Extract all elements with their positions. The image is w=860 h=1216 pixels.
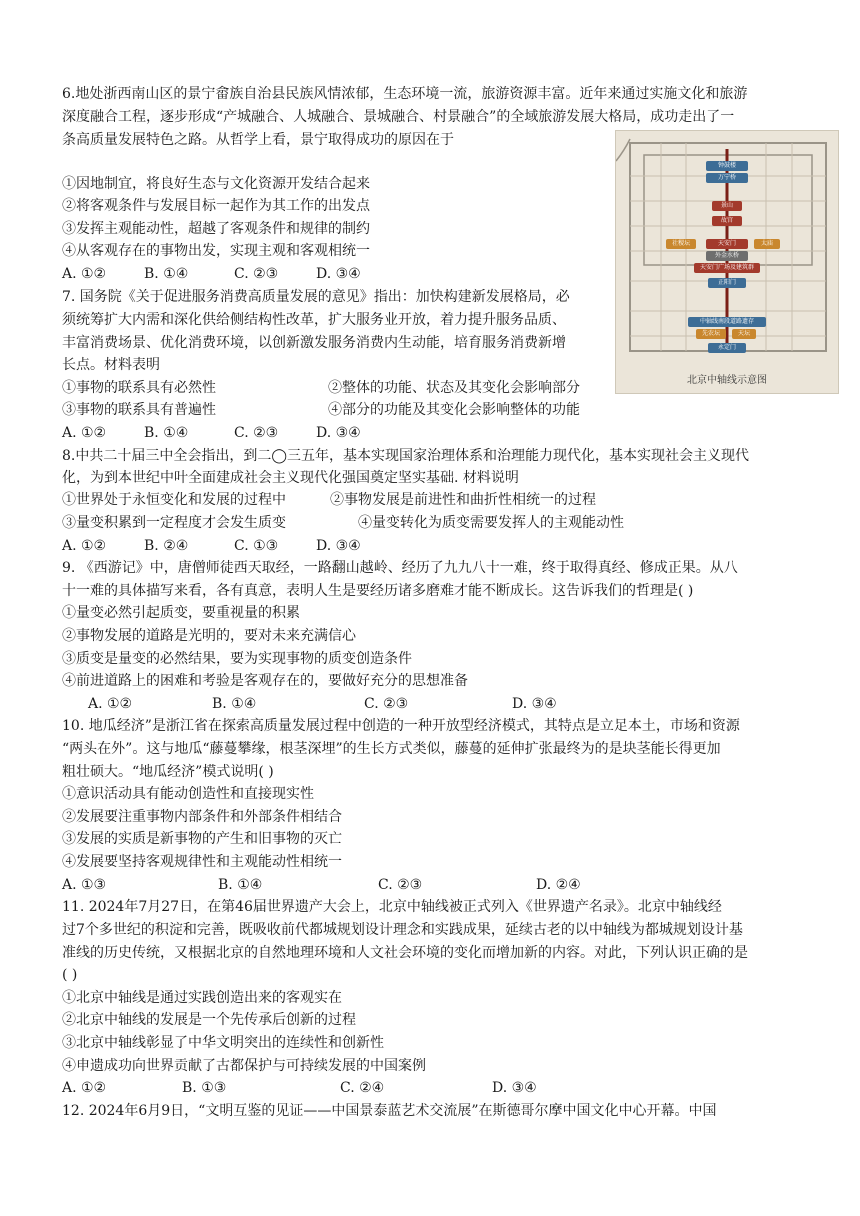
q6-stem-line: 条高质量发展特色之路。从哲学上看，景宁取得成功的原因在于 (62, 132, 454, 148)
q9-item: ④前进道路上的困难和考验是客观存在的，要做好充分的思想准备 (62, 673, 468, 689)
q9-stem-line: 十一难的具体描写来看，各有真意，表明人生是要经历诸多磨难才能不断成长。这告诉我们的哲理是( ) (62, 583, 694, 599)
option-a: A. ①② (62, 538, 107, 554)
option-a: A. ①② (62, 1080, 107, 1096)
option-c: C. ①③ (234, 538, 279, 554)
option-b: B. ①④ (212, 696, 257, 712)
option-c: C. ②③ (378, 877, 423, 893)
q7-item: ③事物的联系具有普遍性 (62, 402, 216, 418)
option-a: A. ①② (62, 266, 107, 282)
q6-item: ④从客观存在的事物出发，实现主观和客观相统一 (62, 243, 370, 259)
q10-item: ④发展要坚持客观规律性和主观能动性相统一 (62, 854, 342, 870)
q7-item: ④部分的功能及其变化会影响整体的功能 (328, 402, 580, 418)
option-d: D. ③④ (512, 696, 557, 712)
option-d: D. ③④ (316, 425, 361, 441)
q7-stem-line: 7. 国务院《关于促进服务消费高质量发展的意见》指出：加快构建新发展格局，必 (62, 289, 570, 305)
option-b: B. ①③ (182, 1080, 227, 1096)
option-a: A. ①③ (62, 877, 107, 893)
map-label: 万宁桥 (706, 173, 748, 183)
q8-stem-line: 8.中共二十届三中全会指出，到二◯三五年，基本实现国家治理体系和治理能力现代化，基本实现社会主义现代 (62, 448, 750, 464)
q11-item: ③北京中轴线彰显了中华文明突出的连续性和创新性 (62, 1035, 384, 1051)
q11-stem-line: ( ) (62, 967, 78, 983)
q6-item: ②将客观条件与发展目标一起作为其工作的出发点 (62, 198, 370, 214)
q8-item-row (62, 513, 624, 533)
q6-stem-line: 6.地处浙西南山区的景宁畲族自治县民族风情浓郁，生态环境一流，旅游资源丰富。近年来通过实施文化和旅游 (62, 86, 748, 102)
q9-options (88, 694, 557, 714)
q11-item: ②北京中轴线的发展是一个先传承后创新的过程 (62, 1012, 356, 1028)
map-caption: 北京中轴线示意图 (687, 375, 767, 386)
q6-stem-line: 深度融合工程，逐步形成“产城融合、人城融合、景城融合、村景融合”的全域旅游发展大格局，成功走出了一 (62, 109, 735, 125)
map-label: 钟鼓楼 (706, 161, 748, 171)
q11-item: ①北京中轴线是通过实践创造出来的客观实在 (62, 990, 342, 1006)
q9-item: ②事物发展的道路是光明的，要对未来充满信心 (62, 628, 356, 644)
q11-stem-line: 准线的历史传统，又根据北京的自然地理环境和人文社会环境的变化而增加新的内容。对此，下列认识正确的是 (62, 945, 748, 961)
q8-item: ④量变转化为质变需要发挥人的主观能动性 (358, 515, 624, 531)
q9-item: ①量变必然引起质变，要重视量的积累 (62, 605, 300, 621)
option-a: A. ①② (62, 425, 107, 441)
q10-item: ②发展要注重事物内部条件和外部条件相结合 (62, 809, 342, 825)
option-b: B. ①④ (144, 266, 189, 282)
q11-stem-line: 过7个多世纪的积淀和完善，既吸收前代都城规划设计理念和实践成果，延续古老的以中轴线为都城规划设计基 (62, 922, 743, 938)
q8-item-row (62, 490, 596, 510)
q8-item: ③量变积累到一定程度才会发生质变 (62, 515, 286, 531)
map-label: 天坛 (732, 329, 756, 339)
map-edge-road (616, 139, 630, 161)
map-label: 社稷坛 (666, 239, 696, 249)
q7-stem-line: 丰富消费场景、优化消费环境，以创新激发服务消费内生动能，培育服务消费新增 (62, 335, 566, 351)
option-d: D. ③④ (316, 538, 361, 554)
map-label: 故宫 (712, 216, 742, 226)
q9-item: ③质变是量变的必然结果，要为实现事物的质变创造条件 (62, 651, 412, 667)
option-c: C. ②③ (364, 696, 409, 712)
q10-options (62, 875, 581, 895)
q10-item: ①意识活动具有能动创造性和直接现实性 (62, 786, 314, 802)
option-c: C. ②③ (234, 266, 279, 282)
map-label: 景山 (712, 201, 742, 211)
q7-item-row (62, 400, 580, 420)
q7-item-row (62, 378, 580, 398)
q6-item: ①因地制宜，将良好生态与文化资源开发结合起来 (62, 176, 370, 192)
q7-item: ①事物的联系具有必然性 (62, 380, 216, 396)
q6-options (62, 264, 361, 284)
q7-stem-line: 须统筹扩大内需和深化供给侧结构性改革，扩大服务业开放，着力提升服务品质、 (62, 312, 566, 328)
map-label: 正阳门 (708, 278, 746, 288)
q11-options (62, 1078, 537, 1098)
q8-item: ②事物发展是前进性和曲折性相统一的过程 (330, 492, 596, 508)
option-a: A. ①② (88, 696, 133, 712)
map-label: 天安门 (706, 239, 748, 249)
option-b: B. ②④ (144, 538, 189, 554)
map-label: 中轴线南段道路遗存 (688, 317, 766, 327)
option-b: B. ①④ (218, 877, 263, 893)
option-d: D. ③④ (492, 1080, 537, 1096)
q10-stem-line: “两头在外”。这与地瓜“藤蔓攀缘，根茎深埋”的生长方式类似，藤蔓的延伸扩张最终为的是块茎能长得更加 (62, 741, 721, 757)
q10-stem-line: 10. 地瓜经济”是浙江省在探索高质量发展过程中创造的一种开放型经济模式，其特点是立足本土，市场和资源 (62, 718, 740, 734)
q9-stem-line: 9. 《西游记》中，唐僧师徒西天取经，一路翻山越岭、经历了九九八十一难，终于取得真经、修成正果。从八 (62, 560, 738, 576)
map-label: 永定门 (708, 343, 746, 353)
option-d: D. ②④ (536, 877, 581, 893)
option-b: B. ①④ (144, 425, 189, 441)
q11-item: ④申遗成功向世界贡献了古都保护与可持续发展的中国案例 (62, 1058, 426, 1074)
option-c: C. ②④ (340, 1080, 385, 1096)
beijing-axis-map (615, 130, 839, 394)
map-label: 外金水桥 (706, 251, 748, 261)
map-label: 先农坛 (696, 329, 726, 339)
q11-stem-line: 11. 2024年7月27日，在第46届世界遗产大会上，北京中轴线被正式列入《世界遗产名录》。北京中轴线经 (62, 899, 722, 915)
q8-stem-line: 化，为到本世纪中叶全面建成社会主义现代化强国奠定坚实基础. 材料说明 (62, 470, 519, 486)
q10-stem-line: 粗壮硕大。“地瓜经济”模式说明( ) (62, 764, 274, 780)
map-label: 天安门广场及建筑群 (694, 263, 760, 273)
q10-item: ③发展的实质是新事物的产生和旧事物的灭亡 (62, 831, 342, 847)
option-c: C. ②③ (234, 425, 279, 441)
q7-options (62, 423, 361, 443)
q8-options (62, 536, 361, 556)
option-d: D. ③④ (316, 266, 361, 282)
q6-item: ③发挥主观能动性，超越了客观条件和规律的制约 (62, 221, 370, 237)
map-label: 太庙 (754, 239, 780, 249)
q7-stem-line: 长点。材料表明 (62, 357, 160, 373)
q7-item: ②整体的功能、状态及其变化会影响部分 (328, 380, 580, 396)
q8-item: ①世界处于永恒变化和发展的过程中 (62, 492, 286, 508)
q12-stem-line: 12. 2024年6月9日，“文明互鉴的见证——中国景泰蓝艺术交流展”在斯德哥尔摩中国文化中心开幕。中国 (62, 1103, 717, 1119)
